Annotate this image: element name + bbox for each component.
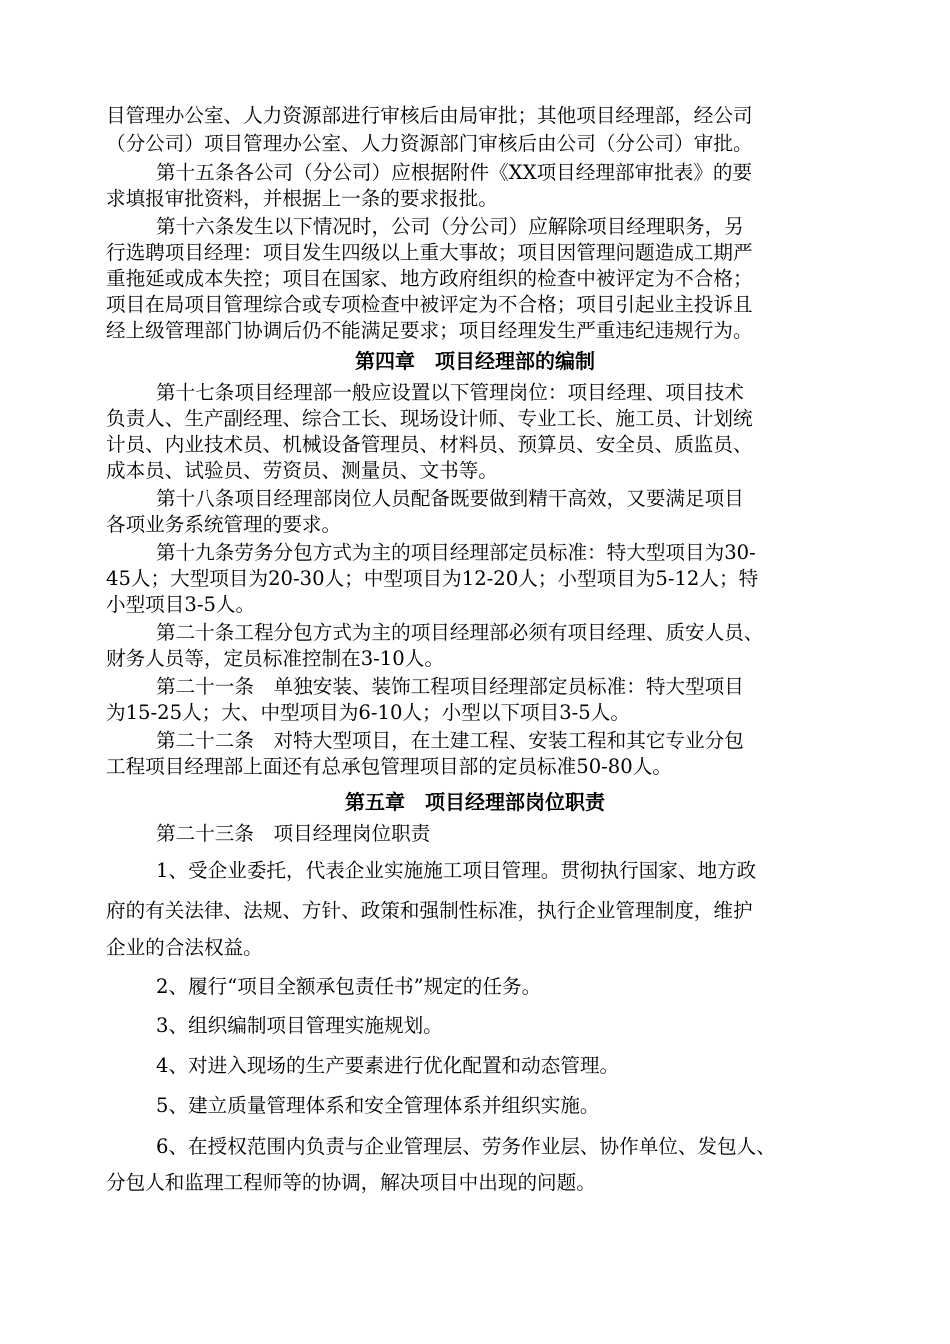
- text-line: 负责人、生产副经理、综合工长、现场设计师、专业工长、施工员、计划统: [106, 407, 753, 430]
- text-line: 第十八条项目经理部岗位人员配备既要做到精干高效，又要满足项目: [156, 487, 744, 510]
- text-line: 第二十一条 单独安装、装饰工程项目经理部定员标准：特大型项目: [156, 675, 744, 698]
- text-line: 求填报审批资料，并根据上一条的要求报批。: [106, 187, 498, 210]
- text-line: 财务人员等，定员标准控制在3-10人。: [106, 647, 444, 670]
- text-line: 第十五条各公司（分公司）应根据附件《XX项目经理部审批表》的要: [156, 161, 753, 184]
- text-line: 4、对进入现场的生产要素进行优化配置和动态管理。: [156, 1054, 620, 1077]
- text-line: 第十九条劳务分包方式为主的项目经理部定员标准：特大型项目为30-: [156, 541, 756, 564]
- text-line: 6、在授权范围内负责与企业管理层、劳务作业层、协作单位、发包人、: [156, 1135, 776, 1158]
- text-line: 目管理办公室、人力资源部进行审核后由局审批；其他项目经理部，经公司: [106, 104, 753, 127]
- text-line: 重拖延或成本失控；项目在国家、地方政府组织的检查中被评定为不合格；: [106, 267, 753, 290]
- text-line: 第十六条发生以下情况时，公司（分公司）应解除项目经理职务，另: [156, 215, 744, 238]
- text-line: 第二十二条 对特大型项目，在土建工程、安装工程和其它专业分包: [156, 729, 744, 752]
- text-line: 45人；大型项目为20-30人；中型项目为12-20人；小型项目为5-12人；特: [106, 567, 759, 590]
- text-line: 计员、内业技术员、机械设备管理员、材料员、预算员、安全员、质监员、: [106, 433, 753, 456]
- text-line: 分包人和监理工程师等的协调，解决项目中出现的问题。: [106, 1171, 596, 1194]
- text-line: 第二十条工程分包方式为主的项目经理部必须有项目经理、质安人员、: [156, 621, 764, 644]
- text-line: 1、受企业委托，代表企业实施施工项目管理。贯彻执行国家、地方政: [156, 859, 757, 882]
- chapter-heading: 第四章 项目经理部的编制: [355, 349, 595, 373]
- text-line: 府的有关法律、法规、方针、政策和强制性标准，执行企业管理制度，维护: [106, 899, 753, 922]
- text-line: 小型项目3-5人。: [106, 593, 256, 616]
- text-line: 第十七条项目经理部一般应设置以下管理岗位：项目经理、项目技术: [156, 381, 744, 404]
- text-line: 企业的合法权益。: [106, 936, 263, 959]
- text-line: 3、组织编制项目管理实施规划。: [156, 1014, 443, 1037]
- text-line: 5、建立质量管理体系和安全管理体系并组织实施。: [156, 1094, 600, 1117]
- text-line: 经上级管理部门协调后仍不能满足要求；项目经理发生严重违纪违规行为。: [106, 319, 753, 342]
- text-line: 工程项目经理部上面还有总承包管理项目部的定员标准50-80人。: [106, 755, 672, 778]
- text-line: 为15-25人；大、中型项目为6-10人；小型以下项目3-5人。: [106, 701, 630, 724]
- text-line: 2、履行“项目全额承包责任书”规定的任务。: [156, 975, 542, 998]
- text-line: 行选聘项目经理：项目发生四级以上重大事故；项目因管理问题造成工期严: [106, 241, 753, 264]
- text-line: 第二十三条 项目经理岗位职责: [156, 822, 431, 845]
- text-line: 各项业务系统管理的要求。: [106, 513, 342, 536]
- chapter-heading: 第五章 项目经理部岗位职责: [345, 790, 605, 814]
- text-line: （分公司）项目管理办公室、人力资源部门审核后由公司（分公司）审批。: [106, 132, 753, 155]
- text-line: 项目在局项目管理综合或专项检查中被评定为不合格；项目引起业主投诉且: [106, 293, 753, 316]
- text-line: 成本员、试验员、劳资员、测量员、文书等。: [106, 459, 498, 482]
